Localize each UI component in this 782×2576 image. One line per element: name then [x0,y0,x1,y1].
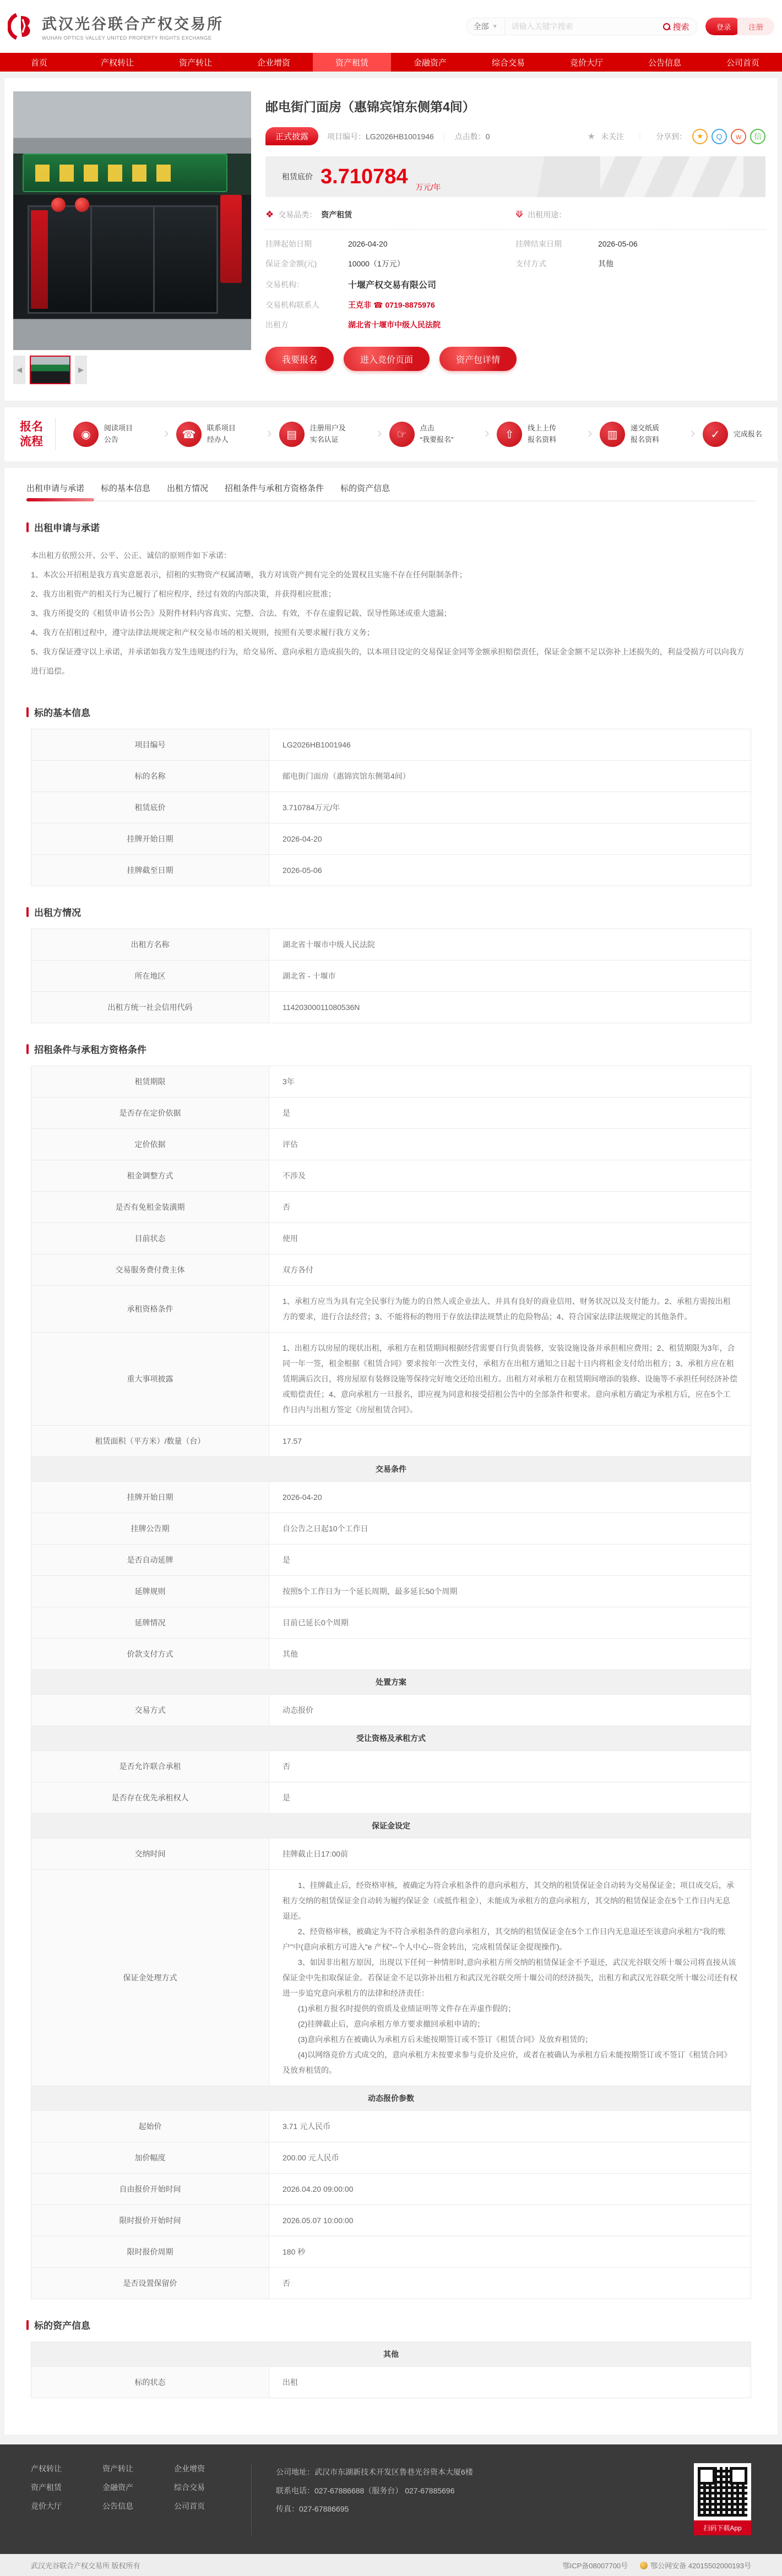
row-value: 是 [283,1793,290,1802]
nav-item[interactable]: 公告信息 [648,58,681,68]
row-label: 挂牌开始日期 [31,1482,269,1513]
divider: ｜ [636,132,644,141]
project-no: LG2026HB1001946 [366,132,434,141]
category-icon: ❖ [265,209,274,220]
footer-link[interactable]: 公告信息 [102,2502,133,2510]
row-label: 延牌情况 [31,1607,269,1638]
table-row [31,929,751,960]
row-value: 11420300011080536N [283,1003,360,1012]
row-label: 项目编号 [31,729,269,760]
row-value: 动态报价 [283,1706,313,1715]
page-title: 邮电街门面房（惠锦宾馆东侧第4间） [265,100,475,114]
nav-item[interactable]: 企业增资 [257,58,290,68]
field-value: 2026-04-20 [348,239,388,248]
field-label: 支付方式 [515,259,546,268]
row-label: 承租资格条件 [31,1286,269,1332]
tab[interactable]: 出租方情况 [167,484,209,493]
footer-link[interactable]: 金融资产 [102,2483,133,2492]
qzone-icon[interactable]: ★ [692,129,708,144]
row-value: 自公告之日起10个工作日 [283,1524,368,1533]
tab[interactable]: 招租条件与承租方资格条件 [225,484,324,493]
section-bar [26,2320,29,2330]
idcard-icon: › ▤ [279,422,305,447]
price-value: 3.710784 [321,165,408,188]
row-value: 否 [283,1762,290,1771]
table-row [31,1098,751,1129]
row-value: 是 [283,1556,290,1564]
row-label: 租金调整方式 [31,1160,269,1191]
category-value: 资产租赁 [321,210,352,219]
row-label: 是否设置保留价 [31,2268,269,2299]
divider: ｜ [440,132,448,141]
process-step: › ▤ 注册用户及 实名认证 [276,422,346,447]
tab[interactable]: 标的资产信息 [340,484,390,493]
bottom-bar [0,2554,782,2576]
table-row [31,960,751,992]
listing-photo [13,91,251,350]
row-value: 不涉及 [283,1171,306,1180]
field-label: 交易机构联系人 [265,301,319,309]
table-row [31,1870,751,2086]
phone-icon: › ☎ [176,422,202,447]
top-header [0,0,782,53]
row-label: 限时报价周期 [31,2236,269,2267]
signup-process [4,407,778,461]
table-row [31,1333,751,1426]
row-value: 1、承租方应当为具有完全民事行为能力的自然人或企业法人、并具有良好的商业信用、财务状况以及支付能力。2、承租方需按出租方的要求，进行合法经营；3、不能将标的物用于存放法律法规禁止的危险物品；4、符合国家法律法规规定的其他条件。 [283,1297,731,1321]
row-value: 1、挂牌截止后，经资格审核，被确定为符合承租条件的意向承租方，其交纳的租赁保证金自动转为交易保证金；项目成交后，承租方交纳的租赁保证金自动转为履约保证金（或抵作租金），未能成为承租方的意向承租方，其交纳的租赁保证金在5个工作日内无息退还。 2、经资格审核，被确定为不符合承租条件的意向承租方，其交纳的租赁保证金在5个工作日内无息退还至该意向承租方"我的账户"中(意向承租方可进入"e 产权"--个人中心--资金转出，完成租赁保证金提现操作)。 3、如因非出租方原因，出现以下任何一种情形时,意向承租方所交纳的租赁保证金不予退还，武汉光谷联交所十堰公司将直接从该保证金中先扣取保证金。若保证金不足以弥补出租方和武汉光谷联交所十堰公司的经济损失，出租方和武汉光谷联交所十堰公司还有权进一步追究意向承租方的法律和经济责任： (1)承租方报名时提供的资质及业绩证明等文件存在弄虚作假的； (2)挂牌截止后，意向承租方单方要求撤回承租申请的； (3)意向承租方在被确认为承租方后未能按期签订或不签订《租赁合同》及放弃租赁的； (4)以网络竞价方式成交的，意向承租方未按要求参与竞价及应价，或者在被确认为承租方后未能按期签订或不签订《租赁合同》及放弃租赁的。 [283,1881,737,2075]
divider [55,418,56,450]
nav-item[interactable]: 资产转让 [178,58,212,68]
row-label: 挂牌开始日期 [31,823,269,854]
footer-company-info [276,2463,473,2519]
usage-label: 出租用途： [528,210,567,219]
register-button[interactable]: 注册 [737,18,774,35]
row-label: 是否存在定价依据 [31,1098,269,1128]
clicks-count: 0 [485,132,490,141]
usage-icon: ⟱ [515,209,524,220]
section-bar [26,522,29,532]
eye-icon: ◉ [73,422,99,447]
upload-icon: › ⇧ [497,422,522,447]
footer-info-line: 公司地址：武汉市东湖新技术开发区鲁巷光谷资本大厦6楼 [276,2468,473,2476]
row-value: 2026-05-06 [283,866,322,875]
thumb-prev-icon[interactable]: ◀ [13,356,25,384]
search-box [466,18,698,35]
row-value: 挂牌截止日17:00前 [283,1849,349,1858]
nav-item[interactable]: 综合交易 [491,58,525,68]
row-label: 租赁面积（平方米）/数量（台） [31,1426,269,1456]
table-row [31,2174,751,2205]
section-title: 出租方情况 [34,908,81,918]
section-title: 招租条件与承租方资格条件 [34,1045,146,1055]
section-bar [26,707,29,717]
row-value: 评估 [283,1140,298,1149]
row-label: 出租方名称 [31,929,269,960]
document-icon: › ▥ [600,422,625,447]
row-label: 标的状态 [31,2367,269,2398]
photo-thumbnails [13,356,251,384]
row-label: 是否允许联合承租 [31,1751,269,1782]
table-band-header: 保证金设定 [31,1814,751,1838]
police-number[interactable]: 鄂公网安备 42015502000193号 [650,2561,751,2570]
row-value: 2026-04-20 [283,1493,322,1502]
search-button-label: 搜索 [672,22,689,32]
search-icon [663,23,670,30]
footer [0,2444,782,2554]
table-band-header: 动态报价参数 [31,2086,751,2111]
row-value: 17.57 [283,1437,302,1445]
clicks-label: 点击数： [454,132,486,141]
brand-title: 武汉光谷联合产权交易所 [42,16,224,32]
lessor-info-table [31,929,751,1023]
tab[interactable]: 出租申请与承诺 [26,482,84,501]
row-label: 所在地区 [31,960,269,991]
favorite-label[interactable]: 未关注 [601,132,624,141]
icp-number[interactable]: 鄂ICP备08007700号 [562,2561,628,2570]
process-step: › ☞ 点击 “我要报名” [386,422,454,447]
tab[interactable]: 标的基本信息 [101,484,151,493]
section-bar [26,907,29,917]
qr-caption: 扫码下载App [694,2520,751,2535]
paragraph: 本出租方依照公开、公平、公正、诚信的原则作如下承诺： [31,551,231,560]
process-step: ◉ 阅读项目 公告 [70,422,133,447]
weibo-icon[interactable]: w [731,129,746,144]
share-label: 分享到： [656,132,687,141]
field-label: 挂牌起始日期 [265,239,312,248]
row-value: 按照5个工作日为一个延长周期，最多延长50个周期 [283,1587,458,1596]
thumb-next-icon[interactable]: ▶ [75,356,87,384]
row-label: 重大事项披露 [31,1333,269,1425]
app-qr-code [694,2463,751,2520]
section-title: 标的基本信息 [34,708,90,718]
table-row [31,1513,751,1544]
table-row [31,2142,751,2174]
category-label: 交易品类： [278,210,317,219]
footer-link[interactable]: 产权转让 [31,2464,62,2473]
section-heading [26,905,756,919]
row-value: 是 [283,1109,290,1117]
paragraph: 3、我方所提交的《租赁申请书公告》及附件材料内容真实、完整、合法、有效，不存在虚假记载、误导性陈述或重大遗漏； [31,609,452,618]
cta-button[interactable]: 我要报名 [265,347,334,371]
row-label: 是否存在优先承租权人 [31,1782,269,1813]
table-row [31,1544,751,1576]
row-value: 出租 [283,2378,298,2387]
row-label: 加价幅度 [31,2142,269,2173]
row-value: 2026.05.07 10:00:00 [283,2216,354,2225]
table-row [31,823,751,855]
qq-icon[interactable]: Q [712,129,727,144]
field-value: 10000（1万元） [348,259,405,268]
table-row [31,855,751,886]
row-value: 否 [283,1203,290,1211]
table-row [31,2205,751,2236]
check-icon: › ✓ [703,422,728,447]
cta-button[interactable]: 进入竞价页面 [344,347,430,371]
table-row [31,2111,751,2142]
hand-click-icon: › ☞ [389,422,415,447]
table-row [31,1223,751,1254]
row-label: 保证金处理方式 [31,1870,269,2086]
footer-link[interactable]: 资产租赁 [31,2483,62,2492]
field-label: 出租方 [265,320,289,329]
police-badge-icon [640,2562,648,2569]
table-row [31,1286,751,1333]
favorite-star-icon[interactable]: ★ [587,132,595,141]
divider [265,229,765,230]
section-title: 出租申请与承诺 [34,523,100,533]
process-title-2: 流程 [20,435,43,448]
nav-item[interactable]: 产权转让 [100,58,134,68]
main-nav [0,53,782,72]
field-label: 挂牌结束日期 [515,239,562,248]
footer-link[interactable]: 资产转让 [102,2464,133,2473]
row-value: LG2026HB1001946 [283,740,351,749]
row-label: 自由报价开始时间 [31,2174,269,2204]
row-label: 挂牌公告期 [31,1513,269,1544]
detail-card [4,468,778,2435]
process-step: › ⇧ 线上上传 报名资料 [493,422,556,447]
table-row [31,2367,751,2398]
table-row [31,1129,751,1160]
price-band [265,156,765,197]
table-row [31,1639,751,1670]
section-heading [26,705,756,719]
contact-name: 王克非 [348,301,371,309]
table-row [31,1482,751,1513]
search-button[interactable] [655,18,697,35]
row-label: 价款支付方式 [31,1639,269,1669]
footer-info-line: 传真：027-67886695 [276,2504,349,2514]
footer-links [31,2463,227,2512]
chevron-down-icon: ▼ [492,23,498,30]
footer-link[interactable]: 企业增资 [174,2464,205,2473]
row-value: 2026.04.20 09:00:00 [283,2185,354,2193]
row-value: 200.00 元人民币 [283,2153,339,2162]
conditions-table [31,1066,751,2299]
table-row [31,761,751,792]
nav-item[interactable]: 金融资产 [413,58,447,68]
table-band-header: 受让资格及承租方式 [31,1726,751,1751]
row-value: 邮电街门面房（惠锦宾馆东侧第4间） [283,772,410,781]
copyright: 武汉光谷联合产权交易所 版权所有 [31,2561,140,2570]
table-row [31,1192,751,1223]
section-bar [26,1044,29,1054]
row-value: 3.71 元人民币 [283,2122,331,2131]
footer-link[interactable]: 公司首页 [174,2502,205,2510]
application-paragraphs [26,544,756,686]
row-label: 是否自动延牌 [31,1544,269,1575]
row-label: 挂牌截至日期 [31,855,269,886]
detail-tabs [26,482,756,501]
row-label: 限时报价开始时间 [31,2205,269,2236]
price-unit: 万元/年 [415,183,441,192]
row-value: 双方各付 [283,1265,313,1274]
table-row [31,729,751,761]
section-heading [26,1042,756,1056]
status-badge: 正式披露 [265,127,318,145]
footer-link[interactable]: 综合交易 [174,2483,205,2492]
row-label: 起始价 [31,2111,269,2142]
field-label: 交易机构： [265,280,304,289]
row-value: 180 秒 [283,2247,306,2256]
paragraph: 2、我方出租资产的相关行为已履行了相应程序，经过有效的内部决策，并获得相应批准； [31,590,336,598]
search-input[interactable] [505,22,655,31]
row-value: 其他 [283,1650,298,1658]
search-category-value: 全部 [473,22,489,31]
row-value: 否 [283,2279,290,2288]
table-row [31,992,751,1023]
project-no-label: 项目编号： [327,132,366,141]
table-row [31,2268,751,2299]
brand [8,12,224,41]
table-row [31,1751,751,1782]
exchange-org: 十堰产权交易有限公司 [348,281,437,290]
row-label: 交易方式 [31,1695,269,1726]
process-steps [70,422,762,447]
table-band-header: 处置方案 [31,1670,751,1695]
process-step: › ☎ 联系项目 经办人 [173,422,236,447]
action-buttons [265,347,765,371]
divider [251,2463,252,2535]
contact-phone[interactable]: 0719-8875976 [385,301,435,309]
process-step: › ▥ 递交纸质 报名资料 [596,422,659,447]
table-row [31,1607,751,1639]
footer-link[interactable]: 竞价大厅 [31,2502,62,2510]
table-row [31,1066,751,1098]
nav-item[interactable]: 竞价大厅 [569,58,603,68]
login-button[interactable]: 登录 [705,18,742,35]
paragraph: 1、本次公开招租是我方真实意愿表示，招租的实物资产权属清晰，我方对该资产拥有完全的处置权且实施不存在任何限制条件； [31,570,467,579]
row-value: 湖北省 - 十堰市 [283,972,336,980]
share-icons [692,129,765,144]
row-value: 3年 [283,1077,295,1086]
search-category-select[interactable] [467,18,505,35]
paragraph: 4、我方在招租过程中，遵守法律法规规定和产权交易市场的相关规则，按照有关要求履行我方义务； [31,628,374,637]
row-label: 是否有免租金装潢期 [31,1192,269,1222]
cta-button[interactable]: 资产包详情 [439,347,517,371]
section-heading [26,2318,756,2332]
table-band-header: 交易条件 [31,1457,751,1482]
nav-item[interactable]: 公司首页 [726,58,759,68]
row-value: 1、出租方以房屋的现状出租，承租方在租赁期间根据经营需要自行负责装修，安装设施设备并承担相应费用；2、租赁期限为3年，合同一年一签，租金根据《租赁合同》要求按年一次性支付，承租方在出租方通知之日起十日内将租金支付给出租方；3、承租方应在租赁期满后次日，将房屋原有装修设施等保持完好地交还给出租方。出租方对承租方在租赁期间增添的装修、设施等不承担任何经济补偿或赔偿责任；4、意向承租方一旦报名，即应视为同意和接受招租公告中的全部条件和要求。意向承租方确定为承租方后，应在5个工作日内与出租方签定《房屋租赁合同》。 [283,1344,737,1414]
listing-summary-card [4,78,778,401]
field-value: 其他 [598,259,613,268]
row-value: 目前已延长0个周期 [283,1618,349,1627]
wechat-icon[interactable]: 信 [750,129,765,144]
table-row [31,1695,751,1726]
table-row [31,2236,751,2268]
lessor-name: 湖北省十堰市中级人民法院 [348,320,441,329]
basic-info-table [31,729,751,886]
table-row [31,792,751,823]
table-row [31,1782,751,1814]
footer-info-line: 联系电话：027-67886688（服务台） 027-67885696 [276,2486,455,2495]
table-row [31,1254,751,1286]
row-label: 延牌规则 [31,1576,269,1607]
process-step: › ✓ 完成报名 [699,422,762,447]
row-label: 出租方统一社会信用代码 [31,992,269,1023]
row-value: 2026-04-20 [283,834,322,843]
field-label: 保证金金额(元) [265,259,317,268]
table-row [31,1426,751,1457]
row-label: 定价依据 [31,1129,269,1160]
section-title: 标的资产信息 [34,2321,90,2331]
row-value: 3.710784万元/年 [283,803,340,812]
paragraph: 5、我方保证遵守以上承诺，并承诺如我方发生违规违约行为，给交易所、意向承租方造成损失的，以本项目设定的交易保证金同等金额承担赔偿责任，保证金金额不足以弥补上述损失的，利益受损方可以向我方进行追偿。 [31,647,745,675]
brand-subtitle: WUHAN OPTICS VALLEY UNITED PROPERTY RIGHTS EXCHANGE [42,35,212,41]
brand-logo-icon [8,13,35,40]
section-heading [26,520,756,534]
price-label: 租赁底价 [282,172,313,181]
nav-item[interactable]: 资产租赁 [313,53,391,72]
table-row [31,1576,751,1607]
row-value: 湖北省十堰市中级人民法院 [283,940,375,949]
row-value: 使用 [283,1234,298,1243]
row-label: 交易服务费付费主体 [31,1254,269,1285]
asset-info-table [31,2342,751,2398]
table-row [31,1160,751,1192]
photo-thumbnail[interactable] [30,356,70,384]
row-label: 目前状态 [31,1223,269,1254]
row-label: 租赁期限 [31,1066,269,1097]
field-value: 2026-05-06 [598,239,638,248]
row-label: 标的名称 [31,761,269,792]
phone-icon: ☎ [373,300,383,309]
table-band-header: 其他 [31,2342,751,2367]
row-label: 交纳时间 [31,1838,269,1869]
table-row [31,1838,751,1870]
process-title-1: 报名 [20,420,43,433]
nav-item[interactable]: 首页 [30,58,47,68]
row-label: 租赁底价 [31,792,269,823]
